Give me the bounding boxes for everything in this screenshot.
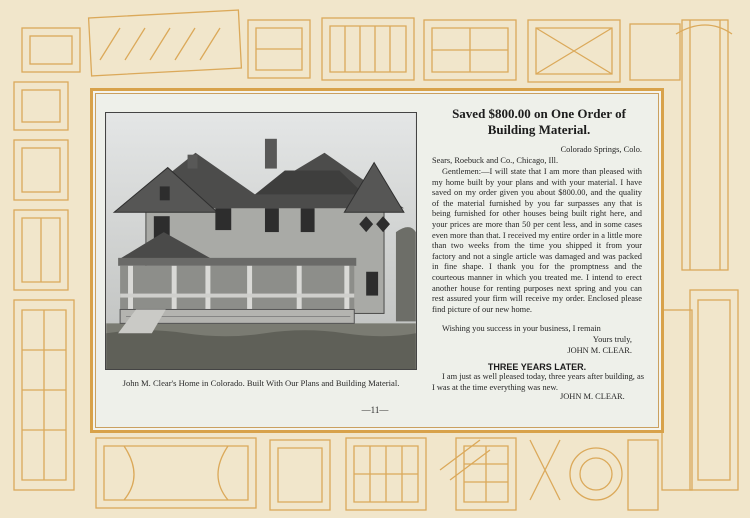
- three-years-later-heading: THREE YEARS LATER.: [487, 362, 587, 372]
- three-years-later-signature: JOHN M. CLEAR.: [560, 392, 625, 401]
- letter-closing: Wishing you success in your business, I remain: [442, 324, 601, 333]
- letter-addressee: Sears, Roebuck and Co., Chicago, Ill.: [432, 156, 559, 165]
- letter-place: Colorado Springs, Colo.: [560, 145, 642, 154]
- article-title: Saved $800.00 on One Order of Building Material.: [452, 106, 626, 137]
- photo-caption: John M. Clear's Home in Colorado. Built With Our Plans and Building Material.: [122, 378, 400, 388]
- letter-body: Gentlemen:—I will state that I am more than pleased with my home built by your plans and with your material. I have saved on my order given you about $800.00, and the quality of the material furnished by you far surpasses any that is being furnished for other houses being built right here, and your prices are more than 50 per cent less, and in some cases even more than that. I received my entire order in a little more than two weeks from the time you shipped it from your factory and not a single article was damaged and was packed in fine shape. I thank you for the promptness and the courteous manner in which you treated me. I intend to erect another house for renting purposes next spring and you can rest assured your firm will receive my order. Enclosed please find picture of our new home.: [432, 167, 642, 314]
- house-photo-illustration: [106, 113, 416, 369]
- three-years-later-body: I am just as well pleased today, three years after building, as I was at the time everything was new.: [432, 372, 644, 392]
- house-photograph: [105, 112, 417, 370]
- letter-signature: JOHN M. CLEAR.: [567, 346, 632, 355]
- page-number: —11—: [361, 405, 389, 415]
- letter-yours-truly: Yours truly,: [592, 335, 632, 344]
